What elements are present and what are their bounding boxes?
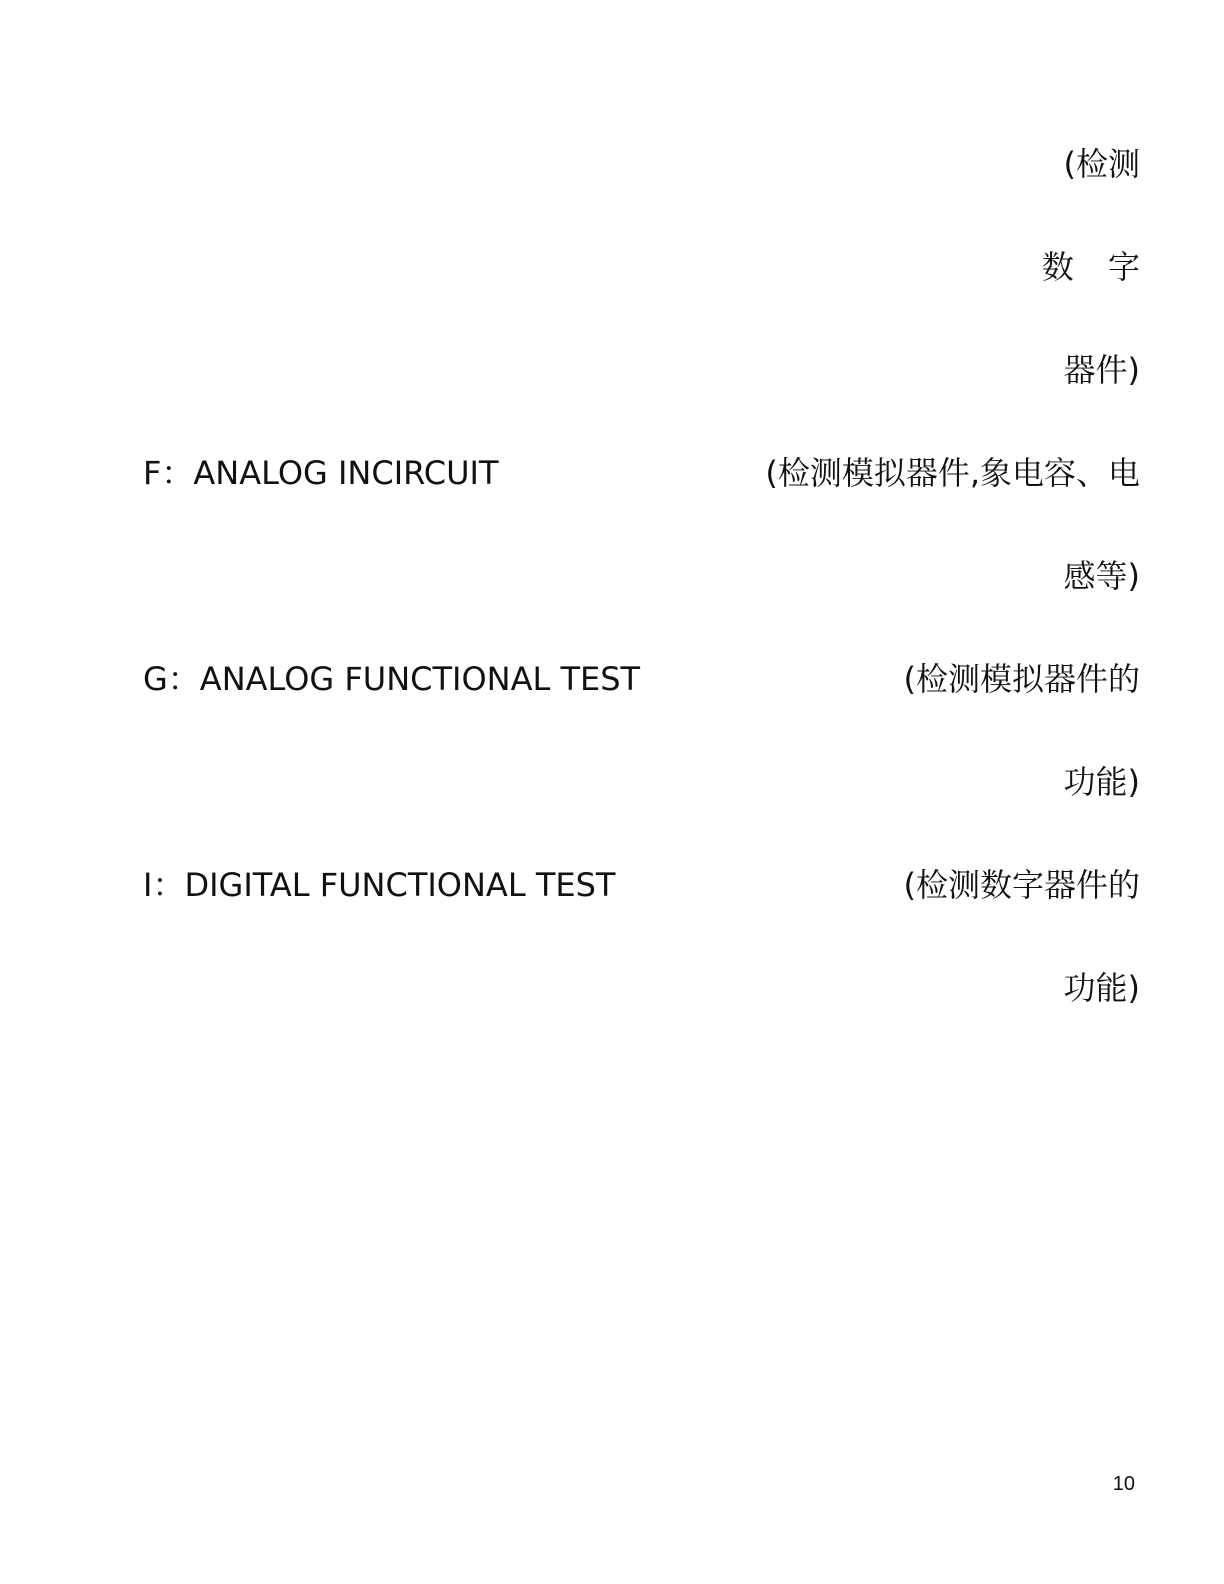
analog-incircuit-description: (检测模拟器件,象电容、电 [765, 454, 1140, 492]
analog-incircuit-description-continued: 感等) [1063, 557, 1140, 595]
analog-functional-test-label: G：ANALOG FUNCTIONAL TEST [143, 660, 641, 698]
analog-incircuit-label: F：ANALOG INCIRCUIT [143, 454, 499, 492]
digital-functional-test-description-continued: 功能) [1063, 969, 1140, 1007]
test-description-fragment: 器件) [1063, 351, 1140, 389]
test-description-fragment: (检测 [1063, 145, 1140, 183]
digital-functional-test-label: I：DIGITAL FUNCTIONAL TEST [143, 866, 616, 904]
analog-functional-test-description: (检测模拟器件的 [903, 660, 1140, 698]
test-description-fragment: 数 字 [1041, 248, 1152, 286]
analog-functional-test-description-continued: 功能) [1063, 763, 1140, 801]
digital-functional-test-description: (检测数字器件的 [903, 866, 1140, 904]
page-number: 10 [1112, 1473, 1135, 1495]
